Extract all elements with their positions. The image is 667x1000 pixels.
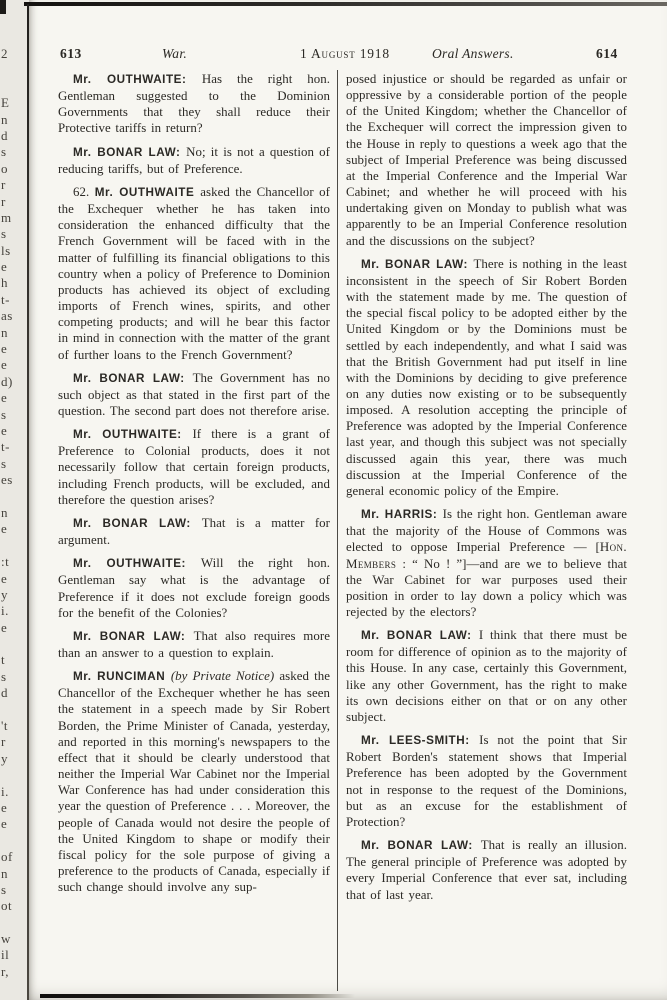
margin-fragment: s [1, 881, 7, 897]
margin-fragment: n [1, 504, 8, 520]
paragraph [58, 555, 330, 621]
margin-fragment: i. [1, 603, 9, 619]
paragraph [346, 627, 627, 725]
margin-fragment: e [1, 390, 8, 406]
text-segment: No; it is not a question of reducing tariffs, but of Preference. [58, 144, 330, 176]
text-segment: 62. [73, 184, 95, 199]
text-segment: That is a matter for argument. [58, 515, 330, 548]
scan-bottom-smudge [40, 994, 355, 998]
page-fold-line [27, 4, 29, 1000]
paragraph [58, 668, 330, 895]
speaker-name: Mr. BONAR LAW: [361, 257, 474, 271]
margin-fragment: e [1, 816, 8, 832]
page-number-left: 613 [60, 46, 82, 61]
margin-fragment: es [1, 472, 13, 488]
margin-fragment: d [1, 685, 8, 701]
margin-fragment: w [1, 931, 11, 947]
text-segment: Has the right hon. Gentleman suggested to the Dominion Governments that they shall reduce their Protective tariffs in return? [58, 72, 330, 136]
scan-top-edge-artifact [24, 2, 667, 6]
margin-fragment: ls [1, 242, 11, 258]
text-segment: asked the Chancellor of the Exchequer whether he has seen the statement in a speech made by Sir Robert Borden, the Prime Minister of Canada, yesterday, and reported in this morning's newspapers to the effect that it should be clearly understood that neither the Imperial War Cabinet nor the Imperial War Conference has had under consideration this year the question of Preference . . . Moreover, the people of Canada would not desire the people of the United Kingdom to shape or modify their fiscal policy for the sole purpose of giving a preference to the products of Canada, especially if such change should involve any sup- [58, 669, 330, 895]
speaker-name: Mr. BONAR LAW: [73, 516, 202, 530]
margin-fragment [0, 538, 26, 554]
margin-fragment: 2 [1, 46, 8, 61]
margin-fragment [0, 702, 26, 718]
margin-fragment: e [1, 422, 8, 438]
margin-fragment: t- [1, 291, 10, 307]
speaker-name: Mr. BONAR LAW: [73, 629, 194, 643]
margin-fragment: il [1, 947, 10, 963]
running-title-right: Oral Answers. [432, 46, 514, 61]
margin-fragment: of [1, 849, 13, 865]
margin-fragment: s [1, 406, 7, 422]
margin-fragment: r [1, 177, 6, 193]
speaker-name: Mr. OUTHWAITE: [73, 557, 201, 571]
margin-fragment: s [1, 455, 7, 471]
text-segment: If there is a grant of Preference to Colonial products, does it not necessarily follow that certain foreign products, including French products, will be excluded, and therefore the question arises? [58, 427, 330, 507]
margin-fragment: E [1, 95, 10, 111]
page-number-right: 614 [596, 46, 618, 61]
adjacent-page-margin-fragments [0, 46, 26, 1000]
margin-fragment [0, 636, 26, 652]
margin-fragment [0, 833, 26, 849]
margin-fragment: h [1, 275, 8, 291]
margin-fragment: n [1, 865, 8, 881]
speaker-name: Mr. OUTHWAITE: [73, 73, 202, 86]
paragraph [346, 732, 627, 830]
margin-fragment: n [1, 324, 8, 340]
margin-fragment: e [1, 341, 8, 357]
paragraph [58, 515, 330, 548]
margin-fragment: i. [1, 783, 9, 799]
text-segment: There is nothing in the least inconsistent in the speech of Sir Robert Borden with the statement made by me. The question of the special fiscal policy to be adopted either by the United Kingdom or by the Dominions must be settled by each independently, and what I said was that the British Government had put itself in line with the Dominions by deciding to give preference on any duties now existing or to be subsequently imposed. A resolution accepting the principle of Preference was adopted by the Imperial Conference last year, and though this subject was not specially discussed again this year, there was much discussion at the Imperial Conference of the general economic policy of the Empire. [346, 256, 627, 498]
paragraph [58, 144, 330, 177]
paragraph [58, 426, 330, 508]
margin-fragment: t [1, 652, 6, 668]
margin-fragment: y [1, 750, 8, 766]
left-column [58, 71, 330, 993]
margin-fragment: e [1, 799, 8, 815]
text-segment: Is the right hon. Gentleman aware that the majority of the House of Commons was elected to oppose Imperial Preference — [ [346, 507, 627, 555]
text-segment: That also requires more than an answer to a question to explain. [58, 628, 330, 660]
margin-fragment [0, 915, 26, 931]
text-segment: : “ No ! ”]—and are we to believe that the War Cabinet for war purposes used their position in order to lay down a policy which was rejected by the electors? [346, 556, 627, 619]
speaker-name: Mr. LEES-SMITH: [361, 734, 480, 748]
margin-fragment [0, 489, 26, 505]
margin-fragment: r, [1, 963, 10, 979]
margin-fragment: s [1, 144, 7, 160]
text-segment: Hon. Members [346, 540, 627, 571]
text-segment: Will the right hon. Gentleman say what is the advantage of Preference if it does not exclude foreign goods for the benefit of the Colonies? [58, 556, 330, 620]
margin-fragment: :t [1, 554, 10, 570]
speaker-name: Mr. BONAR LAW: [361, 839, 481, 853]
margin-fragment: e [1, 619, 8, 635]
margin-fragment: e [1, 357, 8, 373]
paragraph [346, 256, 627, 499]
text-segment: That is really an illusion. The general principle of Preference was adopted by every Imperial Conference that ever sat, including that of last year. [346, 838, 627, 902]
text-segment: I think that there must be room for difference of opinion as to the majority of this House. In any case, certainly this Government, like any other Government, has the right to make its own decisions either on that or on any other subject. [346, 628, 627, 724]
margin-fragment: e [1, 570, 8, 586]
margin-fragment [0, 79, 26, 95]
paragraph [58, 370, 330, 419]
margin-fragment: o [1, 160, 8, 176]
margin-fragment: n [1, 111, 8, 127]
margin-fragment: as [1, 308, 13, 324]
paragraph [58, 628, 330, 661]
text-segment: The Government has no such object as that stated in the first part of the question. The second part does not therefore arise. [58, 370, 330, 418]
margin-fragment: e [1, 521, 8, 537]
paragraph [346, 506, 627, 620]
paragraph [346, 837, 627, 903]
scan-corner-artifact [0, 0, 6, 14]
margin-fragment: ot [1, 898, 13, 914]
margin-fragment: y [1, 586, 8, 602]
paragraph [346, 71, 627, 249]
margin-fragment: r [1, 734, 6, 750]
margin-fragment: d) [1, 373, 13, 389]
running-title-left: War. [162, 46, 188, 61]
speaker-name: Mr. BONAR LAW: [73, 371, 193, 385]
speaker-name: Mr. HARRIS: [361, 508, 443, 522]
text-segment: (by Private Notice) [170, 669, 280, 684]
speaker-name: Mr. OUTHWAITE: [73, 428, 193, 442]
text-segment: posed injustice or should be regarded as unfair or oppressive by a considerable portion of the people of the United Kingdom; whether the Chancellor of the Exchequer will correct the impression given to the House in reply to questions a week ago that the subject of Imperial Preference was being discussed at the Imperial Conference and the Imperial War Cabinet; and whether he will proceed with his undertaking given on Monday to publish what was apparently to be an Imperial Conference resolution and the discussions on the subject? [346, 72, 627, 248]
text-segment: asked the Chancellor of the Exchequer whether he has taken into consideration the enhanced difficulty that the French Government will be faced with in the matter of fulfilling its financial obligations to this country when a policy of Preference to Dominion products has achieved its object of excluding imports of French wines, spirits, and other competing products; and will he bear this factor in mind in connection with the matter of the grant of further loans to the French Government? [58, 184, 330, 362]
margin-fragment: 't [1, 718, 8, 734]
speaker-name: Mr. RUNCIMAN [73, 670, 171, 684]
paragraph [58, 71, 330, 137]
speaker-name: Mr. BONAR LAW: [73, 145, 187, 159]
column-divider [337, 70, 338, 991]
margin-fragment: s [1, 668, 7, 684]
paragraph [58, 184, 330, 363]
margin-fragment [0, 62, 26, 78]
speaker-name: Mr. BONAR LAW: [361, 629, 479, 643]
header-date: 1 August 1918 [300, 46, 390, 61]
speaker-name: Mr. OUTHWAITE [94, 185, 201, 199]
margin-fragment: e [1, 259, 8, 275]
text-segment: Is not the point that Sir Robert Borden's statement shows that Imperial Preference has been adopted by the Government not in response to the request of the Dominions, but as an excuse for the establishment of Protection? [346, 733, 627, 829]
margin-fragment: m [1, 209, 12, 225]
margin-fragment: d [1, 127, 8, 143]
margin-fragment: r [1, 193, 6, 209]
margin-fragment [0, 767, 26, 783]
right-column [346, 71, 627, 971]
margin-fragment: t- [1, 439, 10, 455]
margin-fragment: s [1, 226, 7, 242]
